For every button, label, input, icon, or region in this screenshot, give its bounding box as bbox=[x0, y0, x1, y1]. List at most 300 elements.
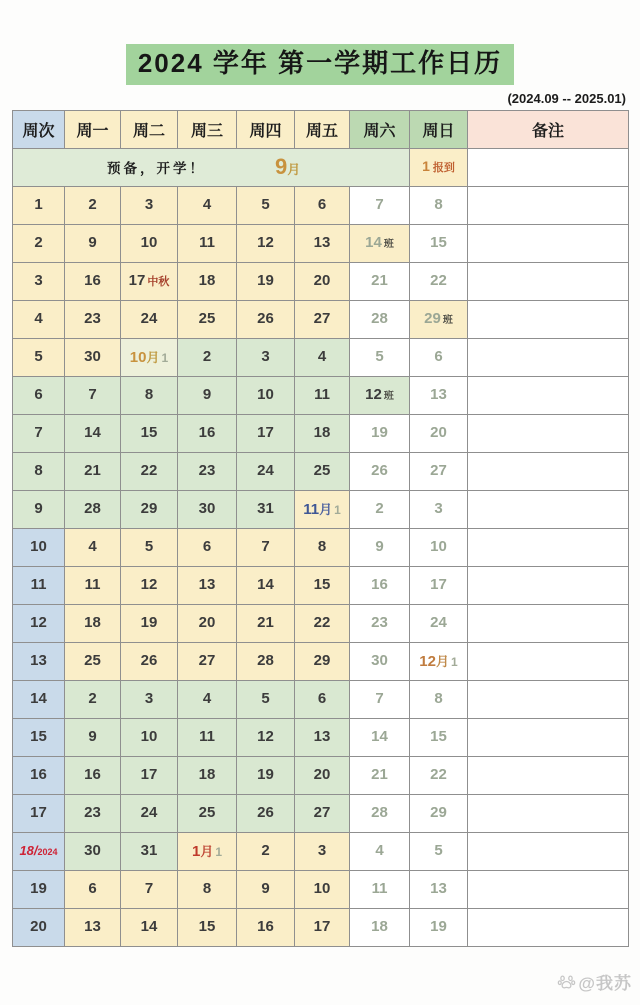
day-cell bbox=[65, 794, 121, 832]
day-cell bbox=[410, 642, 468, 680]
cell-text: 3 bbox=[144, 690, 154, 708]
day-cell bbox=[65, 566, 121, 604]
day-cell bbox=[237, 832, 295, 870]
cell-text: 19 bbox=[30, 880, 47, 898]
cell-text: 3 bbox=[317, 842, 327, 860]
cell-text: 11 bbox=[303, 501, 320, 519]
day-cell bbox=[410, 680, 468, 718]
day-cell bbox=[178, 338, 237, 376]
cell-text: 31 bbox=[257, 500, 274, 518]
day-cell bbox=[237, 718, 295, 756]
cell-text: 22 bbox=[140, 462, 158, 480]
column-header-周日: 周日 bbox=[410, 110, 468, 148]
day-cell bbox=[121, 490, 178, 528]
day-cell bbox=[295, 452, 350, 490]
cell-text: 24 bbox=[140, 804, 158, 822]
cell-text: 3 bbox=[34, 272, 43, 290]
day-cell bbox=[121, 376, 178, 414]
day-cell bbox=[121, 756, 178, 794]
column-header-周一: 周一 bbox=[65, 110, 121, 148]
day-cell bbox=[410, 528, 468, 566]
day-cell bbox=[121, 870, 178, 908]
cell-text: 13 bbox=[198, 576, 216, 594]
cell-text: 20 bbox=[430, 424, 447, 442]
day-cell bbox=[295, 566, 350, 604]
cell-text: 6 bbox=[434, 348, 443, 366]
cell-text: 班 bbox=[383, 239, 394, 251]
calendar-table bbox=[12, 110, 629, 947]
note-cell bbox=[468, 908, 629, 946]
cell-text: 14 bbox=[140, 918, 158, 936]
cell-text: 30 bbox=[84, 348, 101, 366]
cell-text: 16 bbox=[84, 766, 101, 784]
cell-text: 1 bbox=[451, 655, 458, 670]
day-cell bbox=[65, 262, 121, 300]
cell-text: 25 bbox=[84, 652, 101, 670]
cell-text: 3 bbox=[434, 500, 443, 518]
day-cell bbox=[410, 756, 468, 794]
cell-text: 17 bbox=[313, 918, 331, 936]
day-cell bbox=[237, 908, 295, 946]
day-cell bbox=[350, 604, 410, 642]
day-cell bbox=[410, 490, 468, 528]
day-cell bbox=[237, 490, 295, 528]
cell-text: 27 bbox=[313, 804, 331, 822]
week-row bbox=[13, 528, 629, 566]
cell-text: 30 bbox=[198, 500, 216, 518]
cell-text: 28 bbox=[371, 804, 388, 822]
cell-text: 11 bbox=[199, 728, 215, 746]
cell-text: 4 bbox=[202, 690, 212, 708]
day-cell bbox=[410, 794, 468, 832]
cell-text: 9 bbox=[375, 538, 384, 556]
week-row bbox=[13, 376, 629, 414]
day-cell bbox=[178, 414, 237, 452]
cell-text: 28 bbox=[84, 500, 101, 518]
cell-text: 班 bbox=[442, 315, 453, 327]
cell-text: 5 bbox=[261, 690, 270, 708]
cell-text: 15 bbox=[313, 576, 331, 594]
cell-text: 17 bbox=[257, 424, 274, 442]
day-cell bbox=[121, 680, 178, 718]
column-header-周五: 周五 bbox=[295, 110, 350, 148]
note-cell bbox=[468, 680, 629, 718]
cell-text: 28 bbox=[371, 310, 388, 328]
day-cell bbox=[410, 262, 468, 300]
cell-text: 18 bbox=[371, 918, 388, 936]
day-cell bbox=[410, 376, 468, 414]
day-cell bbox=[295, 794, 350, 832]
cell-text: 13 bbox=[313, 234, 331, 252]
week-row bbox=[13, 414, 629, 452]
cell-text: 16 bbox=[198, 424, 216, 442]
day-cell bbox=[350, 718, 410, 756]
cell-text: 7 bbox=[261, 538, 270, 556]
week-row bbox=[13, 756, 629, 794]
cell-text: 5 bbox=[34, 348, 43, 366]
cell-text: 16 bbox=[257, 918, 274, 936]
cell-text: 2 bbox=[88, 690, 97, 708]
day-cell bbox=[350, 376, 410, 414]
cell-text: 14 bbox=[365, 234, 382, 252]
note-cell bbox=[468, 338, 629, 376]
cell-text: 4 bbox=[88, 538, 97, 556]
day-cell bbox=[178, 832, 237, 870]
cell-text: 13 bbox=[430, 386, 447, 404]
week-number-cell bbox=[13, 642, 65, 680]
cell-text: 2 bbox=[261, 842, 270, 860]
week-row bbox=[13, 566, 629, 604]
semester-start-note: 预备，开学！ bbox=[107, 161, 206, 177]
day-cell bbox=[295, 832, 350, 870]
cell-text: 7 bbox=[375, 690, 384, 708]
cell-text: 29 bbox=[424, 310, 441, 328]
cell-text: 24 bbox=[140, 310, 158, 328]
cell-text: 22 bbox=[430, 272, 447, 290]
watermark bbox=[557, 969, 632, 994]
day-cell bbox=[65, 680, 121, 718]
week-row bbox=[13, 186, 629, 224]
cell-text: 1 bbox=[191, 843, 201, 861]
cell-text: 8 bbox=[434, 690, 443, 708]
cell-text: 班 bbox=[383, 391, 394, 403]
page-title: 2024 学年 第一学期工作日历 bbox=[126, 44, 514, 85]
day-cell bbox=[121, 718, 178, 756]
day-cell bbox=[410, 566, 468, 604]
cell-text: 1 bbox=[215, 845, 223, 860]
day-cell bbox=[350, 414, 410, 452]
cell-text: 12 bbox=[140, 576, 158, 594]
week-row bbox=[13, 718, 629, 756]
week-row bbox=[13, 338, 629, 376]
cell-text: 6 bbox=[202, 538, 212, 556]
cell-text: 10 bbox=[140, 234, 158, 252]
cell-text: 10 bbox=[313, 880, 331, 898]
cell-text: 27 bbox=[313, 310, 331, 328]
cell-text: 10 bbox=[140, 728, 158, 746]
cell-text: 11 bbox=[371, 880, 388, 898]
cell-text: 10 bbox=[257, 386, 274, 404]
note-cell bbox=[468, 452, 629, 490]
day-cell bbox=[350, 452, 410, 490]
note-cell bbox=[468, 414, 629, 452]
week-row bbox=[13, 262, 629, 300]
cell-text: 14 bbox=[30, 690, 47, 708]
cell-text: 1 bbox=[422, 158, 430, 175]
day-cell bbox=[65, 186, 121, 224]
day-cell bbox=[65, 870, 121, 908]
cell-text: 24 bbox=[257, 462, 274, 480]
week-number-cell bbox=[13, 452, 65, 490]
day-cell bbox=[121, 794, 178, 832]
column-header-备注: 备注 bbox=[468, 110, 629, 148]
day-cell bbox=[295, 300, 350, 338]
cell-text: 20 bbox=[313, 766, 331, 784]
cell-text: 31 bbox=[140, 842, 158, 860]
day-cell bbox=[121, 224, 178, 262]
day-cell bbox=[295, 718, 350, 756]
cell-text: 6 bbox=[317, 196, 327, 214]
day-cell bbox=[237, 756, 295, 794]
cell-text: 11 bbox=[199, 234, 215, 252]
day-cell bbox=[237, 870, 295, 908]
day-cell bbox=[237, 414, 295, 452]
day-cell bbox=[350, 490, 410, 528]
day-cell bbox=[65, 338, 121, 376]
day-cell bbox=[295, 604, 350, 642]
cell-text: 19 bbox=[371, 424, 388, 442]
note-cell bbox=[468, 300, 629, 338]
cell-text: 14 bbox=[257, 576, 274, 594]
note-cell bbox=[468, 604, 629, 642]
cell-text: 8 bbox=[34, 462, 43, 480]
day-cell bbox=[410, 870, 468, 908]
cell-text: 月 bbox=[200, 844, 214, 860]
cell-text: 21 bbox=[371, 272, 388, 290]
week-number-cell bbox=[13, 604, 65, 642]
cell-text: 2 bbox=[34, 234, 43, 252]
day-cell bbox=[237, 300, 295, 338]
day-cell bbox=[350, 224, 410, 262]
day-cell bbox=[410, 300, 468, 338]
header-row bbox=[13, 110, 629, 148]
day-cell bbox=[350, 338, 410, 376]
day-cell bbox=[350, 528, 410, 566]
cell-text: 19 bbox=[140, 614, 158, 632]
day-cell bbox=[410, 908, 468, 946]
cell-text: 21 bbox=[84, 462, 101, 480]
day-cell bbox=[121, 300, 178, 338]
cell-text: 8 bbox=[317, 538, 327, 556]
cell-text: 10 bbox=[30, 538, 47, 556]
cell-text: 7 bbox=[375, 196, 384, 214]
cell-text: 9 bbox=[202, 386, 212, 404]
cell-text: 2 bbox=[202, 348, 212, 366]
day-cell bbox=[410, 414, 468, 452]
note-cell bbox=[468, 186, 629, 224]
week-row bbox=[13, 908, 629, 946]
day-cell bbox=[121, 452, 178, 490]
week-number-cell bbox=[13, 338, 65, 376]
cell-text: 3 bbox=[144, 196, 154, 214]
cell-text: 19 bbox=[257, 272, 274, 290]
note-cell bbox=[468, 148, 629, 186]
cell-text: 20 bbox=[313, 272, 331, 290]
note-cell bbox=[468, 756, 629, 794]
day-cell bbox=[350, 566, 410, 604]
week-number-cell bbox=[13, 186, 65, 224]
day-cell bbox=[65, 604, 121, 642]
cell-text: 9 bbox=[261, 880, 270, 898]
cell-text: 17 bbox=[430, 576, 447, 594]
day-cell bbox=[295, 642, 350, 680]
cell-text: 10 bbox=[430, 538, 447, 556]
note-cell bbox=[468, 870, 629, 908]
day-cell bbox=[237, 376, 295, 414]
cell-text: 11 bbox=[314, 386, 330, 404]
week-number-cell bbox=[13, 832, 65, 870]
cell-text: 14 bbox=[84, 424, 101, 442]
week-row bbox=[13, 794, 629, 832]
cell-text: 4 bbox=[375, 842, 384, 860]
cell-text: 4 bbox=[202, 196, 212, 214]
cell-text: 15 bbox=[430, 234, 447, 252]
day-cell bbox=[178, 452, 237, 490]
cell-text: 23 bbox=[84, 310, 101, 328]
day-cell bbox=[237, 604, 295, 642]
note-cell bbox=[468, 566, 629, 604]
week-row bbox=[13, 604, 629, 642]
cell-text: 月 bbox=[287, 162, 301, 178]
week-number-cell bbox=[13, 490, 65, 528]
cell-text: 15 bbox=[430, 728, 447, 746]
day-cell bbox=[237, 224, 295, 262]
cell-text: 15 bbox=[140, 424, 158, 442]
week-row bbox=[13, 490, 629, 528]
note-cell bbox=[468, 224, 629, 262]
day-cell bbox=[350, 300, 410, 338]
cell-text: 8 bbox=[144, 386, 154, 404]
cell-text: 11 bbox=[30, 576, 47, 594]
cell-text: 1 bbox=[34, 196, 43, 214]
cell-text: 29 bbox=[140, 500, 158, 518]
column-header-周次: 周次 bbox=[13, 110, 65, 148]
day-cell bbox=[295, 490, 350, 528]
week-number-cell bbox=[13, 718, 65, 756]
cell-text: 13 bbox=[430, 880, 447, 898]
cell-text: 12 bbox=[419, 653, 436, 671]
cell-text: 23 bbox=[371, 614, 388, 632]
day-cell bbox=[295, 224, 350, 262]
day-cell bbox=[350, 794, 410, 832]
day-cell bbox=[121, 566, 178, 604]
cell-text: 18 bbox=[198, 272, 216, 290]
day-cell bbox=[410, 224, 468, 262]
cell-text: 4 bbox=[34, 310, 43, 328]
day-cell bbox=[178, 376, 237, 414]
cell-text: 2024 bbox=[37, 847, 58, 858]
week-number-cell bbox=[13, 528, 65, 566]
day-cell bbox=[178, 262, 237, 300]
cell-text: 5 bbox=[144, 538, 154, 556]
cell-text: 6 bbox=[317, 690, 327, 708]
cell-text: 中秋 bbox=[147, 276, 170, 289]
day-cell bbox=[295, 376, 350, 414]
week-number-cell bbox=[13, 300, 65, 338]
day-cell bbox=[410, 452, 468, 490]
day-cell bbox=[237, 186, 295, 224]
cell-text: 16 bbox=[84, 272, 101, 290]
day-cell bbox=[350, 908, 410, 946]
day-cell bbox=[350, 870, 410, 908]
cell-text: 23 bbox=[84, 804, 101, 822]
week-row bbox=[13, 870, 629, 908]
week-number-cell bbox=[13, 414, 65, 452]
day-cell bbox=[121, 338, 178, 376]
cell-text: 月 bbox=[319, 502, 333, 518]
day-cell bbox=[295, 680, 350, 718]
cell-text: 26 bbox=[371, 462, 388, 480]
cell-text: 25 bbox=[198, 310, 216, 328]
week-number-cell bbox=[13, 870, 65, 908]
note-cell bbox=[468, 832, 629, 870]
column-header-周四: 周四 bbox=[237, 110, 295, 148]
note-cell bbox=[468, 528, 629, 566]
cell-text: 15 bbox=[30, 728, 47, 746]
cell-text: 8 bbox=[202, 880, 212, 898]
day-cell bbox=[410, 338, 468, 376]
day-cell bbox=[65, 490, 121, 528]
cell-text: 7 bbox=[88, 386, 97, 404]
cell-text: 月 bbox=[435, 654, 449, 670]
cell-text: 4 bbox=[317, 348, 327, 366]
cell-text: 22 bbox=[430, 766, 447, 784]
cell-text: 10 bbox=[129, 349, 147, 367]
day-cell bbox=[121, 414, 178, 452]
date-range-subtitle: (2024.09 -- 2025.01) bbox=[507, 90, 626, 106]
day-cell bbox=[237, 262, 295, 300]
day-cell bbox=[65, 642, 121, 680]
week-number-cell bbox=[13, 224, 65, 262]
day-cell bbox=[295, 756, 350, 794]
day-cell bbox=[121, 908, 178, 946]
day-cell bbox=[350, 186, 410, 224]
cell-text: 9 bbox=[275, 154, 288, 180]
cell-text: 24 bbox=[430, 614, 447, 632]
cell-text: 12 bbox=[257, 234, 274, 252]
cell-text: 15 bbox=[198, 918, 216, 936]
cell-text: 26 bbox=[140, 652, 158, 670]
week-row bbox=[13, 452, 629, 490]
day-cell bbox=[121, 186, 178, 224]
day-cell bbox=[178, 870, 237, 908]
cell-text: 20 bbox=[30, 918, 47, 936]
day-cell bbox=[178, 490, 237, 528]
day-cell bbox=[295, 908, 350, 946]
day-cell bbox=[350, 642, 410, 680]
cell-text: 7 bbox=[144, 880, 154, 898]
week-row bbox=[13, 642, 629, 680]
cell-text: 17 bbox=[140, 766, 158, 784]
cell-text: 5 bbox=[434, 842, 443, 860]
day-cell bbox=[295, 262, 350, 300]
day-cell bbox=[410, 718, 468, 756]
day-cell bbox=[178, 186, 237, 224]
cell-text: 13 bbox=[84, 918, 101, 936]
day-cell bbox=[178, 680, 237, 718]
cell-text: 1 bbox=[334, 503, 341, 518]
day-cell bbox=[65, 376, 121, 414]
cell-text: 19 bbox=[430, 918, 447, 936]
month-banner-row bbox=[13, 148, 629, 186]
note-cell bbox=[468, 642, 629, 680]
cell-text: 26 bbox=[257, 804, 274, 822]
day-cell bbox=[65, 300, 121, 338]
week-row bbox=[13, 680, 629, 718]
cell-text: 9 bbox=[34, 500, 43, 518]
day-cell bbox=[237, 794, 295, 832]
title-bar bbox=[0, 44, 640, 85]
day-cell bbox=[350, 262, 410, 300]
cell-text: 20 bbox=[198, 614, 216, 632]
day-cell bbox=[237, 452, 295, 490]
day-cell bbox=[65, 756, 121, 794]
note-cell bbox=[468, 490, 629, 528]
day-cell bbox=[237, 566, 295, 604]
cell-text: 17 bbox=[128, 272, 146, 290]
day-cell bbox=[237, 528, 295, 566]
day-cell bbox=[65, 832, 121, 870]
